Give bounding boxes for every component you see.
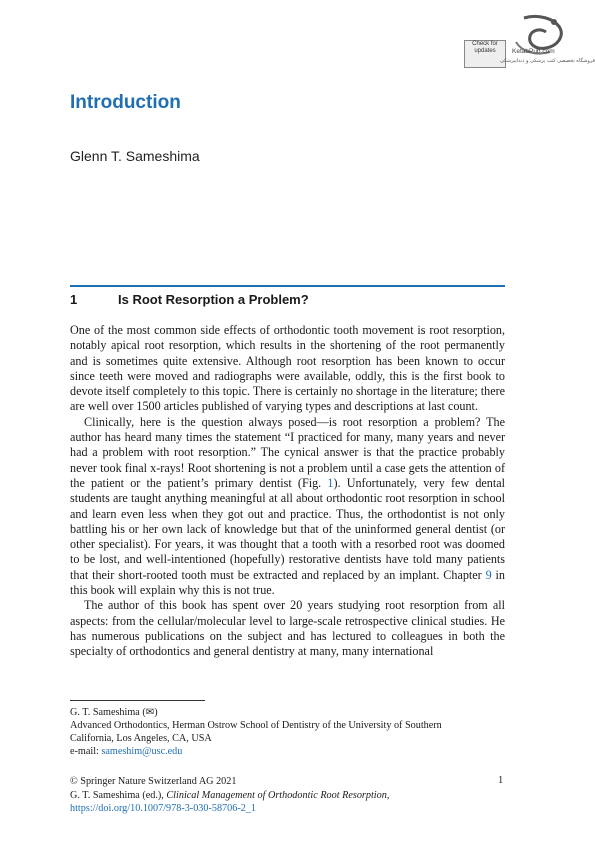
paragraph-2-part-c: in this book will explain why this is not true. — [70, 567, 505, 598]
footnote-rule — [70, 700, 205, 701]
paragraph-3: The author of this book has spent over 20 years studying root resorption from all aspects: from the cellular/molecular level to large-scale retrospective clinical studies. He has numerous publications on the subject and has lectured to colleagues in both the specialty of orthodontics and general dentistry at many, many international — [70, 598, 505, 659]
paragraph-2-part-a: Clinically, here is the question always posed—is root resorption a problem? The author has heard many times the statement “I practiced for many, many years and never had a problem with root resorption.” The cynical answer is that the practice probably never took final x-rays! Root shortening is not a problem until a case gets the attention of the patient or the patient’s primary dentist (Fig. — [70, 414, 505, 490]
author-footnote — [70, 706, 505, 758]
body-text — [70, 323, 505, 660]
logo-tagline: فروشگاه تخصصی کتب پزشکی و دندانپزشکی — [500, 58, 595, 64]
section-title: Is Root Resorption a Problem? — [118, 292, 309, 307]
paragraph-2-part-b: ). Unfortunately, very few dental students are taught anything meaningful at all about orthodontic root resorption in school and learn even less when they got out and practice. Thus, the orthodontist is not only battling his or her own lack of knowledge but that of the uninformed general dentist (or other specialist). For years, it was thought that a tooth with a resorbed root was doomed to be lost, and well-intentioned (hopefully) restorative dentists have told many patients that their short-rooted tooth must be extracted and replaced by an implant. Chapter — [70, 475, 505, 582]
citation-line — [70, 789, 505, 803]
copyright-block — [70, 775, 505, 816]
section-number: 1 — [70, 292, 78, 307]
badge-line1: Check for — [472, 41, 498, 47]
paragraph-1: One of the most common side effects of orthodontic tooth movement is root resorption, notably apical root resorption, which results in the shortening of the root permanently and is sometimes quite extensive. Although root resorption has been known to occur since teeth were moved and radiographs were available, oddly, this is the first book to devote itself completely to this topic. There is certainly no shortage in the literature; there are well over 1500 articles published of varying types and descriptions at last count. — [70, 323, 506, 414]
badge-line2: updates — [474, 48, 496, 54]
footnote-name: G. T. Sameshima (✉) — [70, 707, 158, 718]
footnote-affiliation-1: Advanced Orthodontics, Herman Ostrow School of Dentistry of the University of Southern — [70, 720, 442, 731]
footnote-affiliation-2: California, Los Angeles, CA, USA — [70, 733, 212, 744]
chapter-title: Introduction — [70, 92, 181, 113]
paragraph-2 — [70, 415, 505, 599]
doi-link[interactable]: https://doi.org/10.1007/978-3-030-58706-2_1 — [70, 803, 257, 814]
citation-editor: G. T. Sameshima (ed.), — [70, 789, 167, 801]
figure-1-link[interactable]: 1 — [327, 475, 334, 490]
footnote-email-line — [70, 745, 505, 758]
citation-comma: , — [386, 789, 390, 801]
copyright-line: © Springer Nature Switzerland AG 2021 — [70, 776, 237, 787]
chapter-author: Glenn T. Sameshima — [70, 148, 200, 164]
email-label: e-mail: — [70, 746, 102, 757]
email-link[interactable]: sameshim@usc.edu — [101, 746, 183, 757]
chapter-9-link[interactable]: 9 — [485, 567, 492, 582]
book-title: Clinical Management of Orthodontic Root Resorption — [166, 789, 387, 801]
logo-site-text: KetabPub.com — [512, 48, 555, 55]
section-rule — [70, 285, 505, 287]
page-number: 1 — [498, 775, 504, 786]
